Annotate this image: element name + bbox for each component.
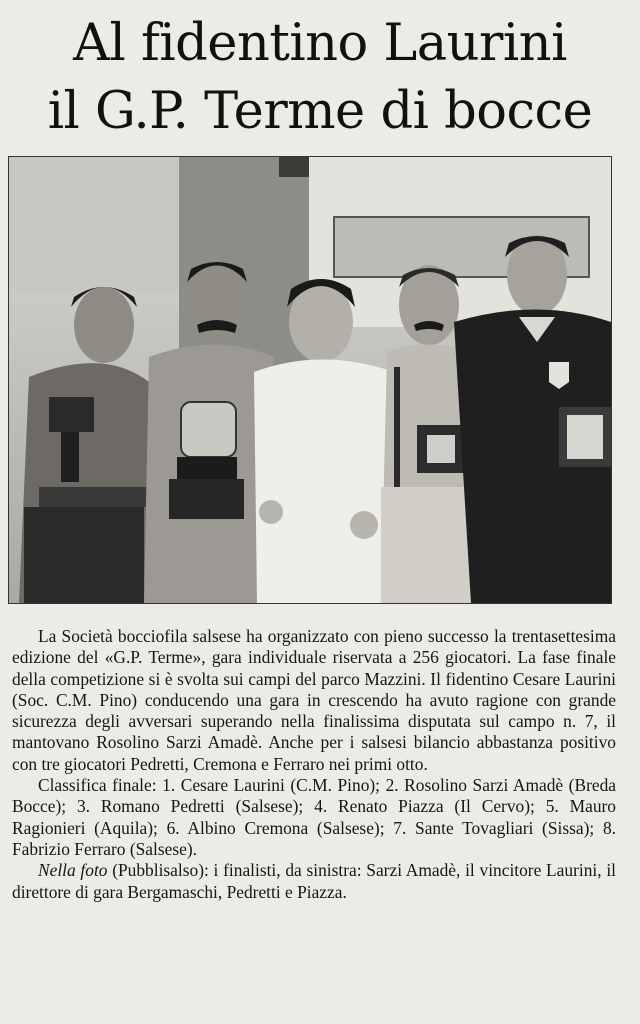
article-paragraph: La Società bocciofila salsese ha organizzato con pieno successo la trentasettesima edizione del «G.P. Terme», gara individuale riservata a 256 giocatori. La fase finale della competizione si è svolta sui campi del parco Mazzini. Il fidentino Cesare Laurini (Soc. C.M. Pino) conducendo una gara in crescendo ha avuto ragione con grande sicurezza degli avversari superando nella finalissima disputata sul campo n. 7, il mantovano Rosolino Sarzi Amadè. Anche per i salsesi bilancio abbastanza positivo con tre giocatori Pedretti, Cremona e Ferraro nei primi otto. (12, 626, 616, 774)
standings-paragraph: Classifica finale: 1. Cesare Laurini (C.M. Pino); 2. Rosolino Sarzi Amadè (Breda Bocce); 3. Romano Pedretti (Salsese); 4. Renato Piazza (Il Cervo); 5. Mauro Ragionieri (Aquila); 6. Albino Cremona (Salsese); 7. Sante Tovagliari (Sissa); 8. Fabrizio Ferraro (Salsese). (12, 775, 616, 859)
headline-line-2: il G.P. Terme di bocce (47, 82, 593, 141)
caption-text: (Pubblisalso): i finalisti, da sinistra: Sarzi Amadè, il vincitore Laurini, il direttore di gara Bergamaschi, Pedretti e Piazza. (12, 860, 616, 902)
headline (0, 10, 640, 146)
news-photo (8, 156, 612, 604)
photo-caption (12, 860, 616, 903)
caption-label: Nella foto (38, 860, 108, 881)
headline-line-1: Al fidentino Laurini (73, 14, 567, 73)
group-photo-icon (9, 157, 611, 603)
article-body (12, 626, 616, 903)
